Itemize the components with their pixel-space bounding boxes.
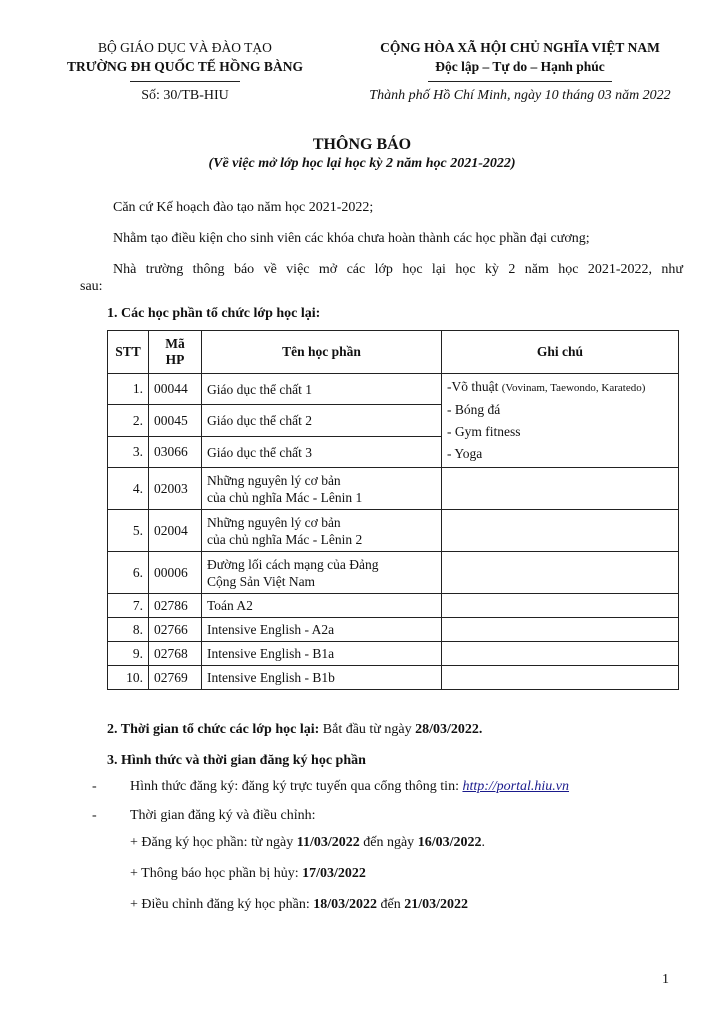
header-ma-line1: Mã	[165, 336, 185, 351]
table-row	[108, 618, 679, 642]
note-martial-arts-text: -Võ thuật	[447, 379, 502, 394]
row-course-name: Intensive English - A2a	[202, 618, 442, 642]
adjustment-period-mid: đến	[377, 897, 405, 912]
row-course-name: Giáo dục thể chất 2	[202, 405, 442, 437]
header-note: Ghi chú	[442, 331, 679, 374]
intro-paragraph-3: Nhà trường thông báo về việc mở các lớp học lại học kỳ 2 năm học 2021-2022, như	[113, 262, 683, 277]
portal-link[interactable]: http://portal.hiu.vn	[462, 779, 570, 794]
note-martial-arts-detail: (Vovinam, Taewondo, Karatedo)	[501, 382, 646, 394]
table-row	[108, 594, 679, 618]
row-code: 03066	[149, 437, 202, 468]
row-note	[442, 594, 679, 618]
cancellation-notice-text: + Thông báo học phần bị hủy:	[130, 866, 303, 881]
section-1-heading: 1. Các học phần tổ chức lớp học lại:	[107, 306, 321, 321]
registration-time-heading: Thời gian đăng ký và điều chỉnh:	[130, 808, 316, 823]
registration-period	[130, 835, 724, 851]
registration-method-text: Hình thức đăng ký: đăng ký trực tuyến qua cổng thông tin:	[130, 779, 463, 794]
section-2-date: 28/03/2022.	[415, 722, 483, 737]
row-course-name: Toán A2	[202, 594, 442, 618]
registration-period-end: .	[481, 835, 485, 850]
header-stt: STT	[108, 331, 149, 374]
adjustment-period	[130, 897, 724, 913]
header-course-name: Tên học phần	[202, 331, 442, 374]
row-stt: 6.	[108, 552, 149, 594]
header-right-rule	[428, 81, 612, 82]
row-stt: 3.	[108, 437, 149, 468]
row-course-name	[202, 510, 442, 552]
note-line-yoga: - Yoga	[447, 446, 483, 461]
row-stt: 1.	[108, 374, 149, 405]
university-name: TRƯỜNG ĐH QUỐC TẾ HỒNG BÀNG	[67, 59, 303, 74]
row-note-pe	[442, 374, 679, 468]
national-motto: Độc lập – Tự do – Hạnh phúc	[435, 59, 605, 74]
adjustment-period-text: + Điều chỉnh đăng ký học phần:	[130, 897, 314, 912]
adjustment-end-date: 21/03/2022	[404, 897, 469, 912]
table-row	[108, 666, 679, 690]
row-course-name-line1: Đường lối cách mạng của Đảng	[207, 556, 379, 572]
row-code: 02766	[149, 618, 202, 642]
table-row	[108, 642, 679, 666]
row-note	[442, 468, 679, 510]
row-code: 00044	[149, 374, 202, 405]
table-header-row	[108, 331, 679, 374]
republic-name: CỘNG HÒA XÃ HỘI CHỦ NGHĨA VIỆT NAM	[380, 40, 660, 55]
row-note	[442, 666, 679, 690]
table-row	[108, 374, 679, 405]
row-note	[442, 510, 679, 552]
registration-start-date: 11/03/2022	[296, 835, 360, 850]
row-course-name	[202, 468, 442, 510]
registration-period-text: + Đăng ký học phần: từ ngày	[130, 835, 297, 850]
table-row	[108, 552, 679, 594]
header-left	[60, 38, 310, 76]
note-line-gym: - Gym fitness	[447, 424, 521, 439]
row-course-name-line2: Cộng Sản Việt Nam	[207, 573, 316, 589]
registration-period-mid: đến ngày	[359, 835, 418, 850]
registration-end-date: 16/03/2022	[417, 835, 482, 850]
note-line-martial-arts	[447, 376, 673, 399]
row-code: 02769	[149, 666, 202, 690]
row-code: 02004	[149, 510, 202, 552]
table-row	[108, 468, 679, 510]
row-course-name-line1: Những nguyên lý cơ bản	[207, 472, 341, 488]
row-stt: 7.	[108, 594, 149, 618]
section-2-heading: 2. Thời gian tổ chức các lớp học lại:	[107, 722, 320, 737]
row-stt: 8.	[108, 618, 149, 642]
row-note	[442, 642, 679, 666]
row-code: 00006	[149, 552, 202, 594]
row-course-name	[202, 552, 442, 594]
page-number: 1	[662, 972, 669, 987]
intro-paragraph-2: Nhằm tạo điều kiện cho sinh viên các khóa chưa hoàn thành các học phần đại cương;	[113, 231, 590, 246]
document-title: THÔNG BÁO	[312, 136, 412, 153]
ministry-name: BỘ GIÁO DỤC VÀ ĐÀO TẠO	[98, 40, 272, 55]
row-note	[442, 552, 679, 594]
document-number: Số: 30/TB-HIU	[141, 88, 229, 103]
row-course-name-line1: Những nguyên lý cơ bản	[207, 514, 341, 530]
row-stt: 2.	[108, 405, 149, 437]
row-code: 00045	[149, 405, 202, 437]
bullet-dash: -	[92, 808, 97, 823]
row-code: 02786	[149, 594, 202, 618]
row-course-name-line2: của chủ nghĩa Mác - Lênin 1	[207, 489, 363, 505]
row-note	[442, 618, 679, 642]
row-stt: 5.	[108, 510, 149, 552]
note-line-football: - Bóng đá	[447, 402, 501, 417]
section-2	[107, 722, 707, 738]
intro-paragraph-1: Căn cứ Kế hoạch đào tạo năm học 2021-2022;	[113, 200, 374, 215]
table-row	[108, 510, 679, 552]
row-stt: 9.	[108, 642, 149, 666]
header-ma-line2: HP	[165, 352, 185, 367]
section-2-text: Bắt đầu từ ngày	[319, 722, 416, 737]
row-course-name: Intensive English - B1b	[202, 666, 442, 690]
row-stt: 4.	[108, 468, 149, 510]
cancellation-notice	[130, 866, 724, 882]
row-course-name: Intensive English - B1a	[202, 642, 442, 666]
row-code: 02768	[149, 642, 202, 666]
row-course-name: Giáo dục thể chất 3	[202, 437, 442, 468]
place-date: Thành phố Hồ Chí Minh, ngày 10 tháng 03 năm 2022	[369, 88, 671, 103]
row-course-name-line2: của chủ nghĩa Mác - Lênin 2	[207, 531, 363, 547]
section-3-heading: 3. Hình thức và thời gian đăng ký học phần	[107, 753, 366, 768]
header-right	[330, 38, 710, 76]
header-ma-hp	[149, 331, 202, 374]
intro-paragraph-3-end: sau:	[80, 279, 103, 294]
registration-method	[130, 779, 724, 795]
adjustment-start-date: 18/03/2022	[313, 897, 378, 912]
bullet-dash: -	[92, 779, 97, 794]
row-code: 02003	[149, 468, 202, 510]
document-subtitle: (Về việc mở lớp học lại học kỳ 2 năm học 2021-2022)	[208, 156, 516, 171]
row-stt: 10.	[108, 666, 149, 690]
header-left-rule	[130, 81, 240, 82]
row-course-name: Giáo dục thể chất 1	[202, 374, 442, 405]
courses-table	[107, 330, 679, 690]
cancellation-notice-date: 17/03/2022	[302, 866, 366, 881]
